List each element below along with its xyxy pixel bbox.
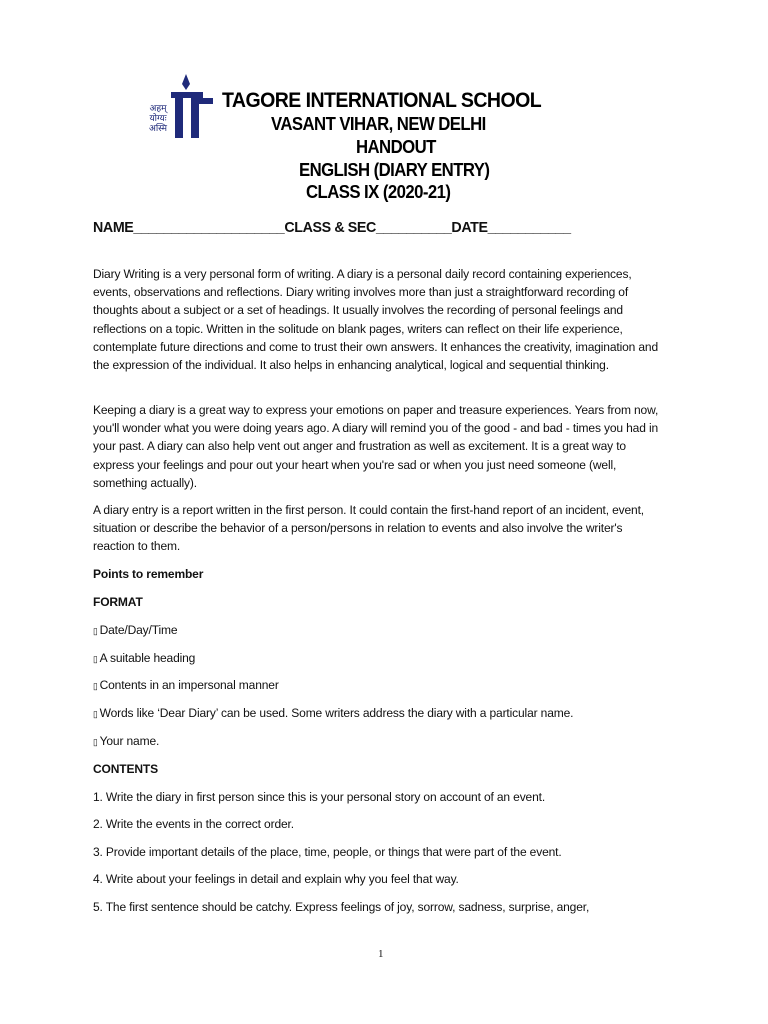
- contents-item: 2. Write the events in the correct order.: [93, 817, 294, 831]
- points-heading: Points to remember: [93, 567, 204, 581]
- bullet-icon: ▯: [93, 681, 98, 691]
- logo-motto-line-3: अस्मि: [148, 124, 168, 134]
- format-item-text: Your name.: [99, 734, 160, 748]
- format-item-text: Words like ‘Dear Diary’ can be used. Some writers address the diary with a particular name.: [99, 706, 574, 720]
- format-item-text: A suitable heading: [99, 651, 196, 665]
- format-item: [93, 734, 159, 748]
- format-item: [93, 623, 177, 637]
- format-item-text: Date/Day/Time: [99, 623, 178, 637]
- format-item: [93, 678, 279, 692]
- intro-paragraph: Diary Writing is a very personal form of writing. A diary is a personal daily record containing experiences, events, observations and reflections. Diary writing involves more than just a straightforward recording of thoughts about a subject or a set of headings. It usually involves the recording of personal feelings and reflections on a topic. Written in the solitude on blank pages, writers can reflect on their life experience, contemplate future directions and come to trust their own answers. It enhances the creativity, imagination and the expression of the individual. It also helps in enhancing analytical, logical and sequential thinking.: [93, 267, 658, 373]
- school-name: TAGORE INTERNATIONAL SCHOOL: [222, 89, 542, 112]
- bullet-icon: ▯: [93, 737, 98, 747]
- bullet-icon: ▯: [93, 709, 98, 719]
- contents-item: 1. Write the diary in first person since this is your personal story on account of an event.: [93, 790, 546, 804]
- school-logo: [136, 74, 214, 140]
- format-heading: FORMAT: [93, 595, 143, 609]
- class-title: CLASS IX (2020-21): [306, 182, 451, 202]
- format-item: [93, 706, 573, 720]
- bullet-icon: ▯: [93, 626, 98, 636]
- school-location: VASANT VIHAR, NEW DELHI: [271, 114, 486, 134]
- logo-motto-line-2: योग्यः: [149, 114, 167, 124]
- benefits-paragraph: Keeping a diary is a great way to express your emotions on paper and treasure experiences. Years from now, you'll wonder what you were doing years ago. A diary will remind you of the good - and bad - times you had in your past. A diary can also help vent out anger and frustration as well as excitement. It is a great way to express your feelings and pour out your heart when you're sad or when you just need someone (well, something actually).: [93, 403, 659, 490]
- contents-item: 5. The first sentence should be catchy. Express feelings of joy, sorrow, sadness, surprise, anger,: [93, 900, 590, 914]
- name-class-date-row: NAME____________________CLASS & SEC__________DATE___________: [93, 219, 571, 236]
- format-item: [93, 651, 195, 665]
- format-item-text: Contents in an impersonal manner: [99, 678, 279, 692]
- contents-item: 3. Provide important details of the place, time, people, or things that were part of the event.: [93, 845, 562, 859]
- subject-title: ENGLISH (DIARY ENTRY): [299, 160, 490, 180]
- definition-paragraph: A diary entry is a report written in the first person. It could contain the first-hand report of an incident, event, situation or describe the behavior of a person/persons in relation to events and also involve the writer's reaction to them.: [93, 503, 644, 554]
- page-number: 1: [378, 948, 384, 960]
- contents-item: 4. Write about your feelings in detail and explain why you feel that way.: [93, 872, 459, 886]
- logo-motto-line-1: अहम्: [149, 104, 167, 114]
- document-type: HANDOUT: [356, 137, 436, 157]
- contents-heading: CONTENTS: [93, 762, 158, 776]
- bullet-icon: ▯: [93, 654, 98, 664]
